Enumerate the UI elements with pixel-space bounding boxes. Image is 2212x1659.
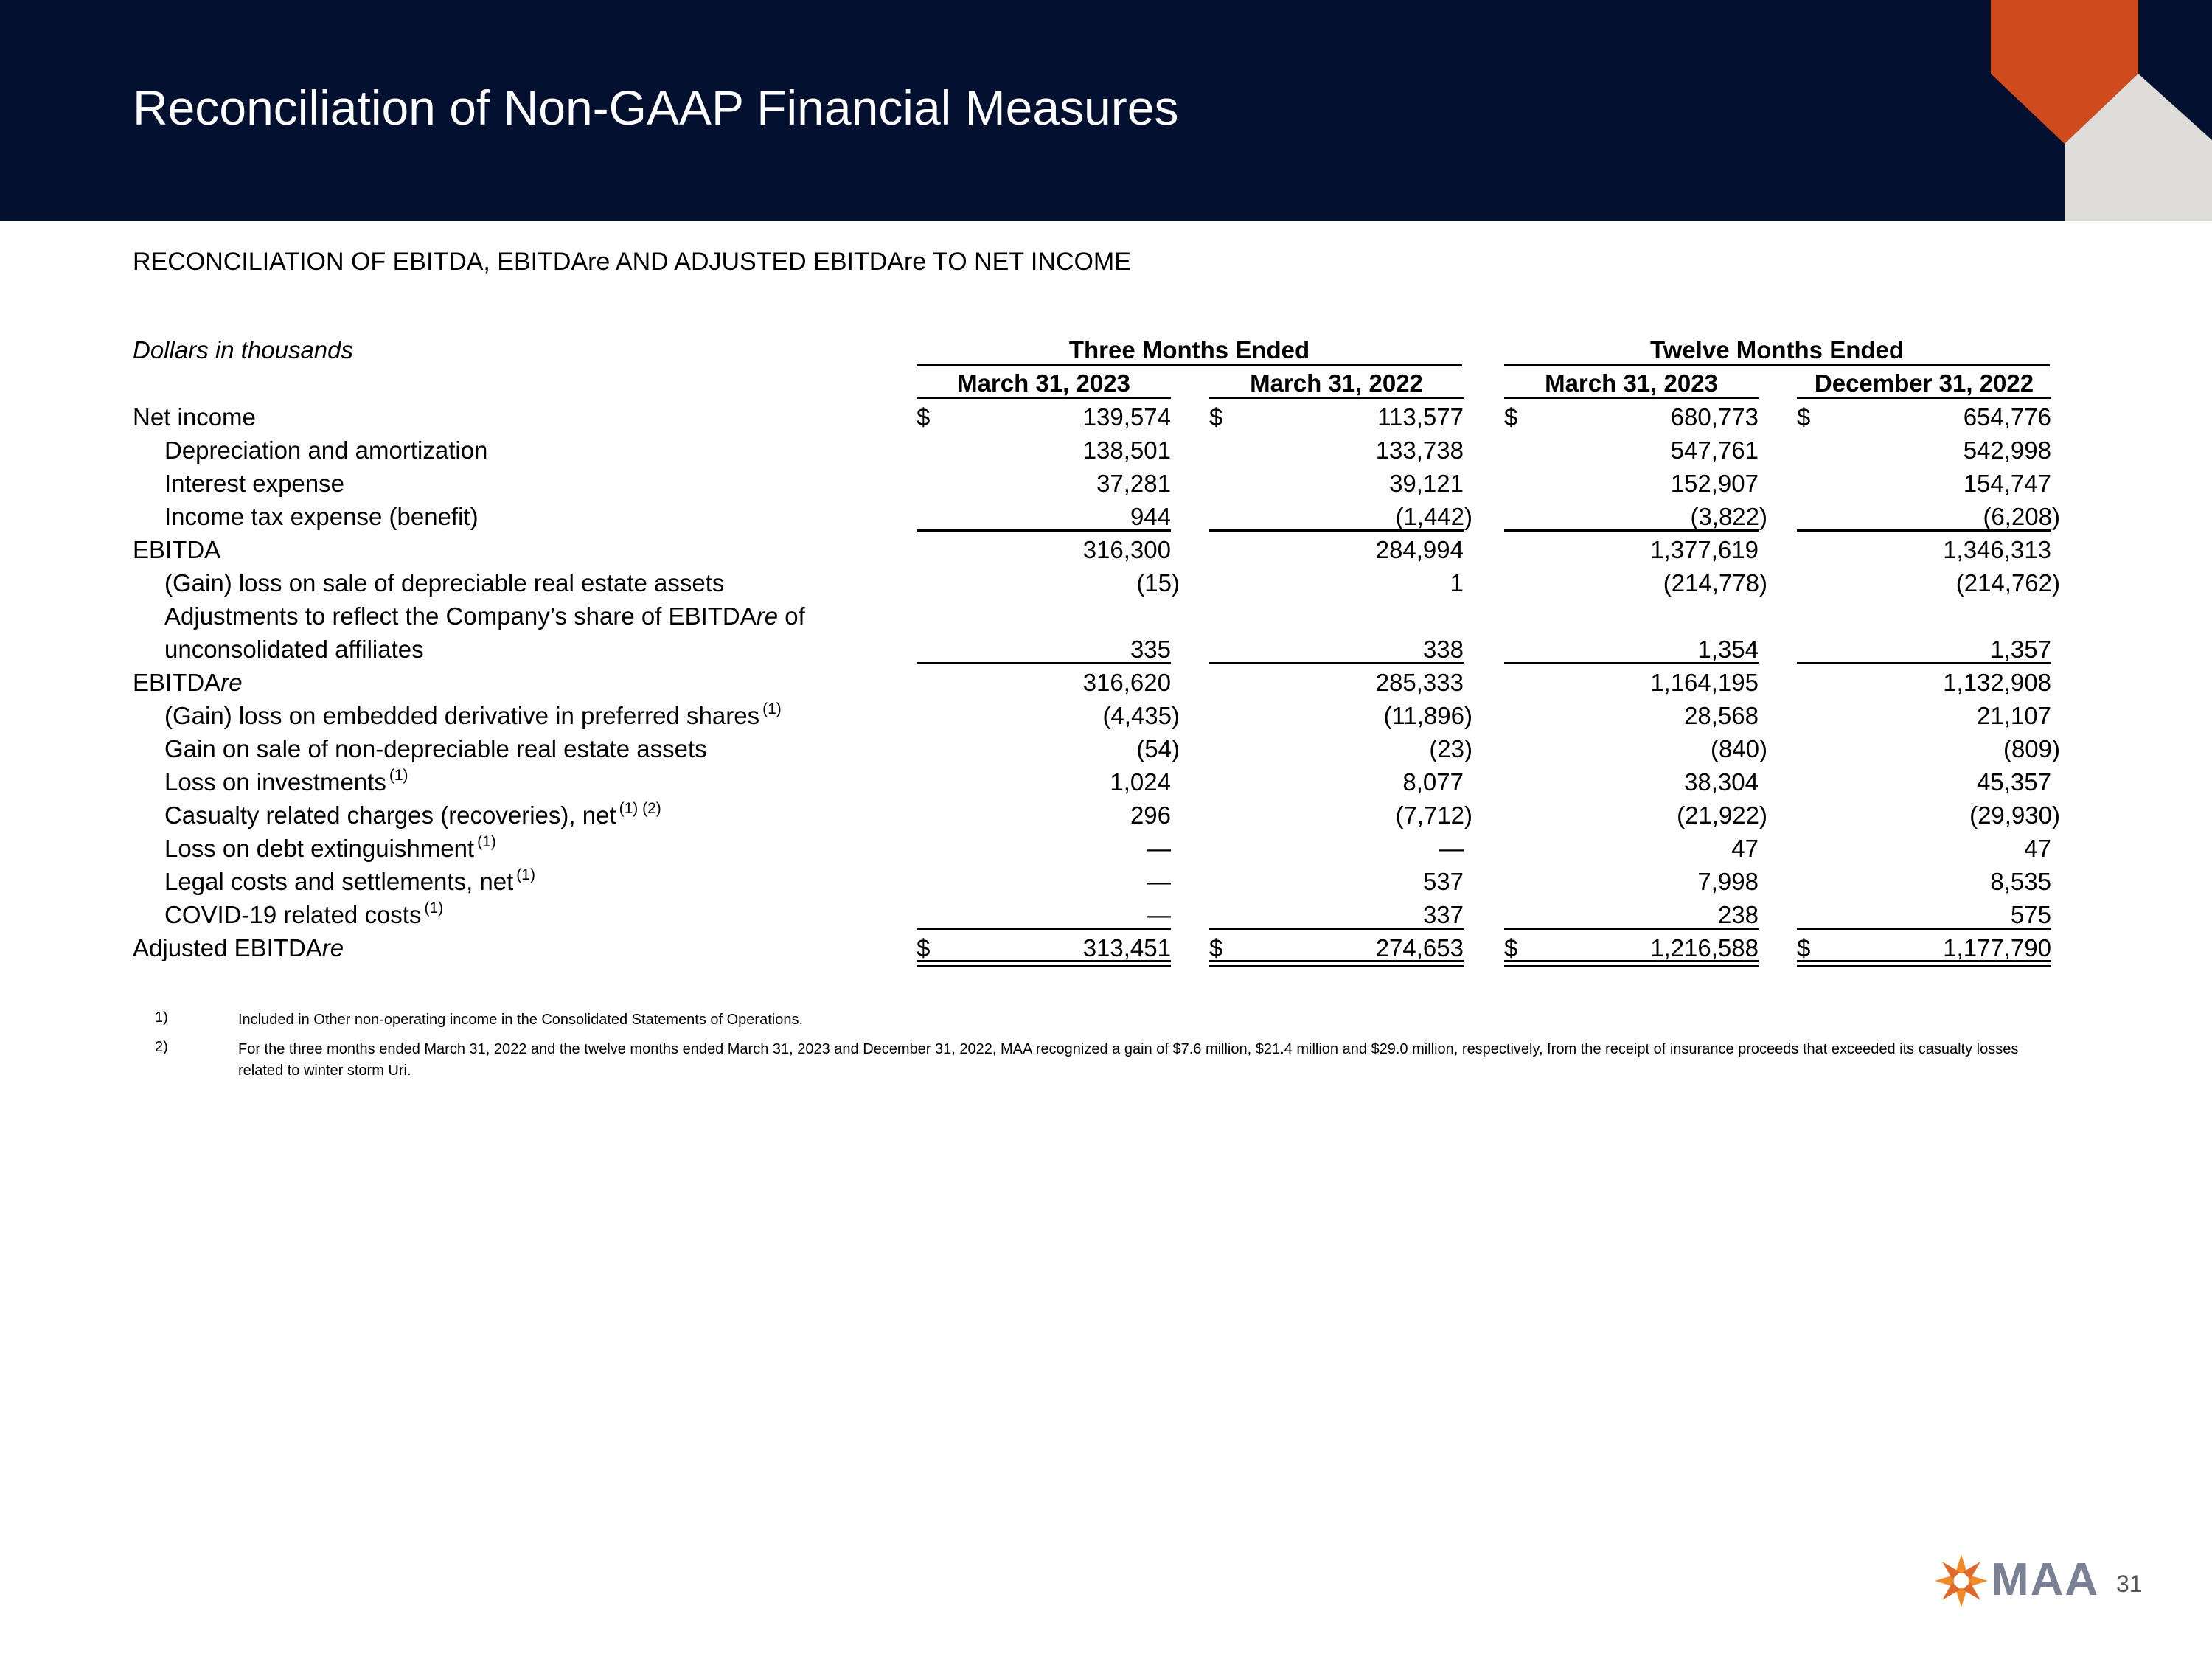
currency-sign: $ [1504, 934, 1518, 961]
footnote-ref: (1) (2) [619, 800, 661, 817]
table-cell: — [1147, 901, 1171, 928]
table-cell: 944 [1130, 503, 1171, 530]
subtotal-rule [1797, 928, 2051, 930]
table-cell: 8,535 [1990, 868, 2051, 895]
table-cell: 154,747 [1963, 470, 2051, 497]
row-label-embedded-derivative [164, 700, 782, 729]
column-header-4: December 31, 2022 [1814, 369, 2034, 397]
table-cell: 38,304 [1684, 768, 1759, 796]
table-cell: 680,773 [1670, 403, 1759, 431]
footnote-text: Included in Other non-operating income in the Consolidated Statements of Operations. [238, 1012, 804, 1028]
table-cell: 138,501 [1082, 437, 1171, 464]
table-cell: 7,998 [1697, 868, 1759, 895]
subtotal-rule [1209, 928, 1464, 930]
table-cell: 542,998 [1963, 437, 2051, 464]
subtotal-rule [917, 928, 1171, 930]
table-cell: 39,121 [1389, 470, 1464, 497]
currency-sign: $ [1504, 403, 1518, 431]
loss-investments-text: Loss on investments [164, 768, 386, 796]
row-label-depreciation: Depreciation and amortization [164, 437, 488, 464]
table-cell: 113,577 [1377, 403, 1464, 431]
table-cell: (6,208) [1983, 503, 2060, 530]
currency-sign: $ [1797, 403, 1811, 431]
subtotal-rule [1797, 529, 2051, 532]
column-header-2: March 31, 2022 [1250, 369, 1423, 397]
ebitdare-text: EBITDA [133, 669, 221, 696]
units-label: Dollars in thousands [133, 336, 353, 364]
table-cell: (29,930) [1969, 801, 2060, 829]
subtotal-rule [1209, 529, 1464, 532]
table-cell: 133,738 [1375, 437, 1464, 464]
total-double-rule [1504, 960, 1759, 967]
table-cell: 335 [1130, 636, 1171, 663]
row-label-loss-investments [164, 767, 408, 796]
row-label-legal-costs [164, 866, 535, 895]
column-header-1: March 31, 2023 [957, 369, 1130, 397]
adjustments-text-re: re [756, 602, 779, 630]
table-cell: 316,620 [1082, 669, 1171, 696]
table-cell: (21,922) [1677, 801, 1767, 829]
table-cell: 547,761 [1670, 437, 1759, 464]
row-label-debt-extinguishment [164, 833, 496, 862]
currency-sign: $ [1797, 934, 1811, 961]
table-cell: 28,568 [1684, 702, 1759, 729]
total-double-rule [917, 960, 1171, 967]
logo-wordmark: MAA [1991, 1554, 2100, 1605]
period-header-three-months: Three Months Ended [1068, 336, 1310, 364]
rule-col-4 [1797, 397, 2051, 399]
table-cell: (15) [1136, 569, 1180, 597]
ebitdare-text-re: re [220, 669, 243, 696]
table-cell: 238 [1717, 901, 1759, 928]
table-cell: (54) [1136, 735, 1180, 762]
table-cell: (1,442) [1395, 503, 1472, 530]
table-cell: 1 [1450, 569, 1464, 597]
table-cell: 8,077 [1402, 768, 1464, 796]
row-label-covid [164, 902, 443, 927]
footnote-ref: (1) [516, 866, 535, 883]
table-cell: — [1147, 835, 1171, 862]
table-cell: (840) [1710, 735, 1767, 762]
footnote-ref: (1) [762, 700, 782, 717]
corner-decoration [1991, 0, 2212, 221]
total-double-rule [1209, 960, 1464, 967]
row-label-ebitda: EBITDA [133, 536, 221, 563]
footnote-ref: (1) [477, 833, 496, 850]
table-cell: (11,896) [1383, 702, 1472, 729]
rule-col-3 [1504, 397, 1759, 399]
table-cell: 1,216,588 [1650, 934, 1759, 961]
table-cell: (214,762) [1955, 569, 2060, 597]
table-cell: 274,653 [1375, 934, 1464, 961]
subtotal-rule [1504, 529, 1759, 532]
page-title: Reconciliation of Non-GAAP Financial Measures [133, 80, 1179, 135]
currency-sign: $ [1209, 403, 1223, 431]
column-header-3: March 31, 2023 [1545, 369, 1718, 397]
table-cell: 1,346,313 [1943, 536, 2051, 563]
currency-sign: $ [1209, 934, 1223, 961]
table-cell: 285,333 [1375, 669, 1464, 696]
footnote-number: 1) [155, 1009, 168, 1026]
table-cell: 537 [1422, 868, 1464, 895]
row-label-ebitdare [133, 670, 243, 695]
table-cell: (4,435) [1102, 702, 1180, 729]
debt-extinguishment-text: Loss on debt extinguishment [164, 835, 475, 862]
page-number: 31 [2116, 1571, 2143, 1597]
currency-sign: $ [917, 934, 931, 961]
casualty-text: Casualty related charges (recoveries), net [164, 801, 616, 829]
footnote-text: For the three months ended March 31, 2022 and the twelve months ended March 31, 2023 and December 31, 2022, MAA recognized a gain of $7.6 million, $21.4 million and $29.0 million, respectively, from the receipt of insurance proceeds that exceeded its casualty losses related to winter storm Uri. [238, 1041, 2019, 1079]
table-cell: 654,776 [1963, 403, 2051, 431]
table-cell: (7,712) [1395, 801, 1472, 829]
table-cell: 337 [1422, 901, 1464, 928]
table-cell: 1,177,790 [1943, 934, 2051, 961]
table-cell: 338 [1422, 636, 1464, 663]
table-cell: 1,132,908 [1943, 669, 2051, 696]
rule-under-twelve-months [1504, 364, 2050, 366]
table-cell: 47 [1731, 835, 1759, 862]
table-cell: (23) [1429, 735, 1472, 762]
table-cell: 1,357 [1990, 636, 2051, 663]
rule-col-2 [1209, 397, 1464, 399]
table-cell: (214,778) [1663, 569, 1767, 597]
row-label-adjustments-line2: unconsolidated affiliates [164, 636, 424, 663]
currency-sign: $ [917, 403, 931, 431]
table-cell: (809) [2003, 735, 2060, 762]
row-label-adjustments-line1 [164, 604, 805, 628]
table-cell: 575 [2010, 901, 2051, 928]
table-cell: 1,164,195 [1650, 669, 1759, 696]
table-subtitle: RECONCILIATION OF EBITDA, EBITDAre AND ADJUSTED EBITDAre TO NET INCOME [133, 248, 1131, 276]
table-cell: 1,354 [1697, 636, 1759, 663]
rule-under-three-months [917, 364, 1462, 366]
table-cell: 152,907 [1670, 470, 1759, 497]
table-cell: 316,300 [1082, 536, 1171, 563]
subtotal-rule [1504, 928, 1759, 930]
subtotal-rule [1797, 662, 2051, 664]
adjusted-ebitdare-text-re: re [321, 934, 344, 961]
row-label-net-income: Net income [133, 403, 256, 431]
adjustments-text-b: of [778, 602, 805, 630]
row-label-casualty [164, 800, 661, 829]
row-label-gain-loss-depreciable: (Gain) loss on sale of depreciable real estate assets [164, 569, 725, 597]
table-cell: 1,024 [1110, 768, 1171, 796]
maa-logo-icon [1932, 1551, 1991, 1610]
legal-costs-text: Legal costs and settlements, net [164, 868, 514, 895]
table-cell: 45,357 [1977, 768, 2051, 796]
row-label-income-tax: Income tax expense (benefit) [164, 503, 479, 530]
table-cell: (3,822) [1690, 503, 1767, 530]
table-cell: 139,574 [1082, 403, 1171, 431]
covid-text: COVID-19 related costs [164, 901, 422, 928]
embedded-derivative-text: (Gain) loss on embedded derivative in preferred shares [164, 702, 760, 729]
subtotal-rule [917, 529, 1171, 532]
table-cell: 1,377,619 [1650, 536, 1759, 563]
subtotal-rule [917, 662, 1171, 664]
table-cell: — [1439, 835, 1464, 862]
table-cell: 37,281 [1096, 470, 1171, 497]
table-cell: 21,107 [1977, 702, 2051, 729]
table-cell: — [1147, 868, 1171, 895]
period-header-twelve-months: Twelve Months Ended [1649, 336, 1905, 364]
rule-col-1 [917, 397, 1171, 399]
table-cell: 296 [1130, 801, 1171, 829]
subtotal-rule [1209, 662, 1464, 664]
total-double-rule [1797, 960, 2051, 967]
footnote-ref: (1) [424, 900, 444, 917]
row-label-gain-non-depreciable: Gain on sale of non-depreciable real estate assets [164, 735, 707, 762]
subtotal-rule [1504, 662, 1759, 664]
footnote-number: 2) [155, 1039, 168, 1055]
adjustments-text-a: Adjustments to reflect the Company’s share of EBITDA [164, 602, 757, 630]
footnote-ref: (1) [389, 767, 408, 784]
table-cell: 284,994 [1375, 536, 1464, 563]
table-cell: 47 [2024, 835, 2051, 862]
row-label-interest-expense: Interest expense [164, 470, 344, 497]
adjusted-ebitdare-text: Adjusted EBITDA [133, 934, 322, 961]
row-label-adjusted-ebitdare [133, 936, 344, 960]
table-cell: 313,451 [1082, 934, 1171, 961]
